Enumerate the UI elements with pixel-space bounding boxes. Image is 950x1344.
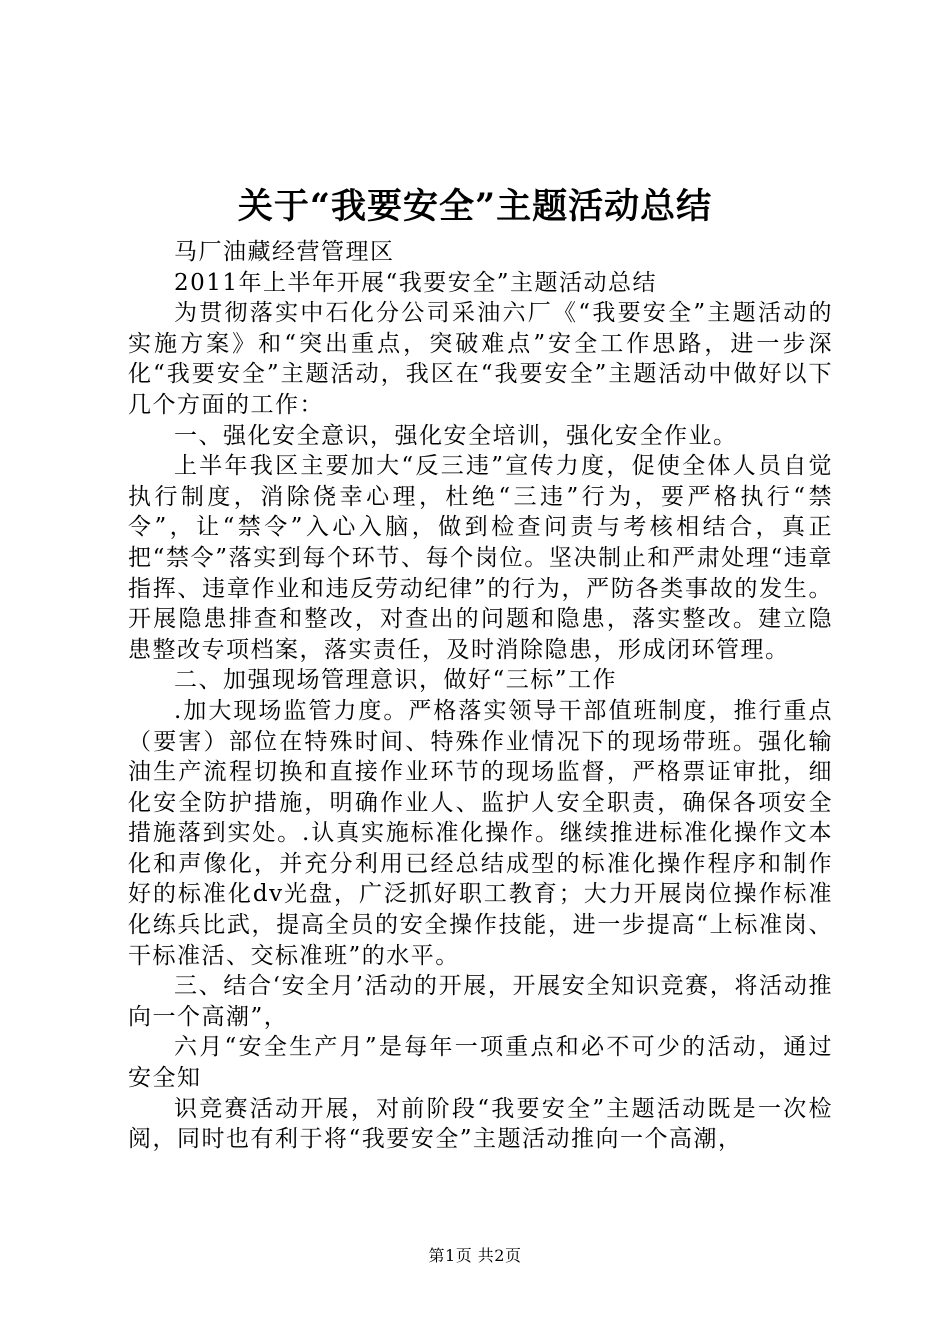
paragraph-section-1: 上半年我区主要加大“反三违”宣传力度，促使全体人员自觉执行制度，消除侥幸心理，杜绝“三违”行为，要严格执行“禁令”，让“禁令”入心入脑，做到检查问责与考核相结合，真正把“禁令”落实到每个环节、每个岗位。坚决制止和严肃处理“违章指挥、违章作业和违反劳动纪律”的行为，严防各类事故的发生。开展隐患排查和整改，对查出的问题和隐患，落实整改。建立隐患整改专项档案，落实责任，及时消除隐患，形成闭环管理。 xyxy=(128,453,833,663)
document-body xyxy=(128,237,833,1155)
paragraph-heading-2: 二、加强现场管理意识，做好“三标”工作 xyxy=(174,667,618,694)
paragraph-intro: 为贯彻落实中石化分公司采油六厂《“我要安全”主题活动的实施方案》和“突出重点，突破难点”安全工作思路，进一步深化“我要安全”主题活动，我区在“我要安全”主题活动中做好以下几个方面的工作： xyxy=(128,300,833,418)
paragraph-section-2: .加大现场监管力度。严格落实领导干部值班制度，推行重点（要害）部位在特殊时间、特殊作业情况下的现场带班。强化输油生产流程切换和直接作业环节的现场监督，严格票证审批，细化安全防护措施，明确作业人、监护人安全职责，确保各项安全措施落到实处。.认真实施标准化操作。继续推进标准化操作文本化和声像化，并充分利用已经总结成型的标准化操作程序和制作好的标准化dv光盘，广泛抓好职工教育；大力开展岗位操作标准化练兵比武，提高全员的安全操作技能，进一步提高“上标准岗、干标准活、交标准班”的水平。 xyxy=(128,697,833,969)
document-title: 关于“我要安全”主题活动总结 xyxy=(237,186,713,227)
paragraph-heading-3: 三、结合‘安全月’活动的开展，开展安全知识竞赛，将活动推向一个高潮”， xyxy=(128,973,833,1030)
paragraph-heading-1: 一、强化安全意识，强化安全培训，强化安全作业。 xyxy=(174,422,738,449)
paragraph-subtitle: 2011年上半年开展“我要安全”主题活动总结 xyxy=(174,269,658,296)
paragraph-section-3a: 六月“安全生产月”是每年一项重点和必不可少的活动，通过安全知 xyxy=(128,1034,833,1092)
page-number-footer: 第1页 共2页 xyxy=(428,1246,522,1265)
paragraph-org-name: 马厂油藏经营管理区 xyxy=(174,239,395,265)
paragraph-section-3b: 识竞赛活动开展，对前阶段“我要安全”主题活动既是一次检阅，同时也有利于将“我要安全”主题活动推向一个高潮， xyxy=(128,1095,833,1153)
